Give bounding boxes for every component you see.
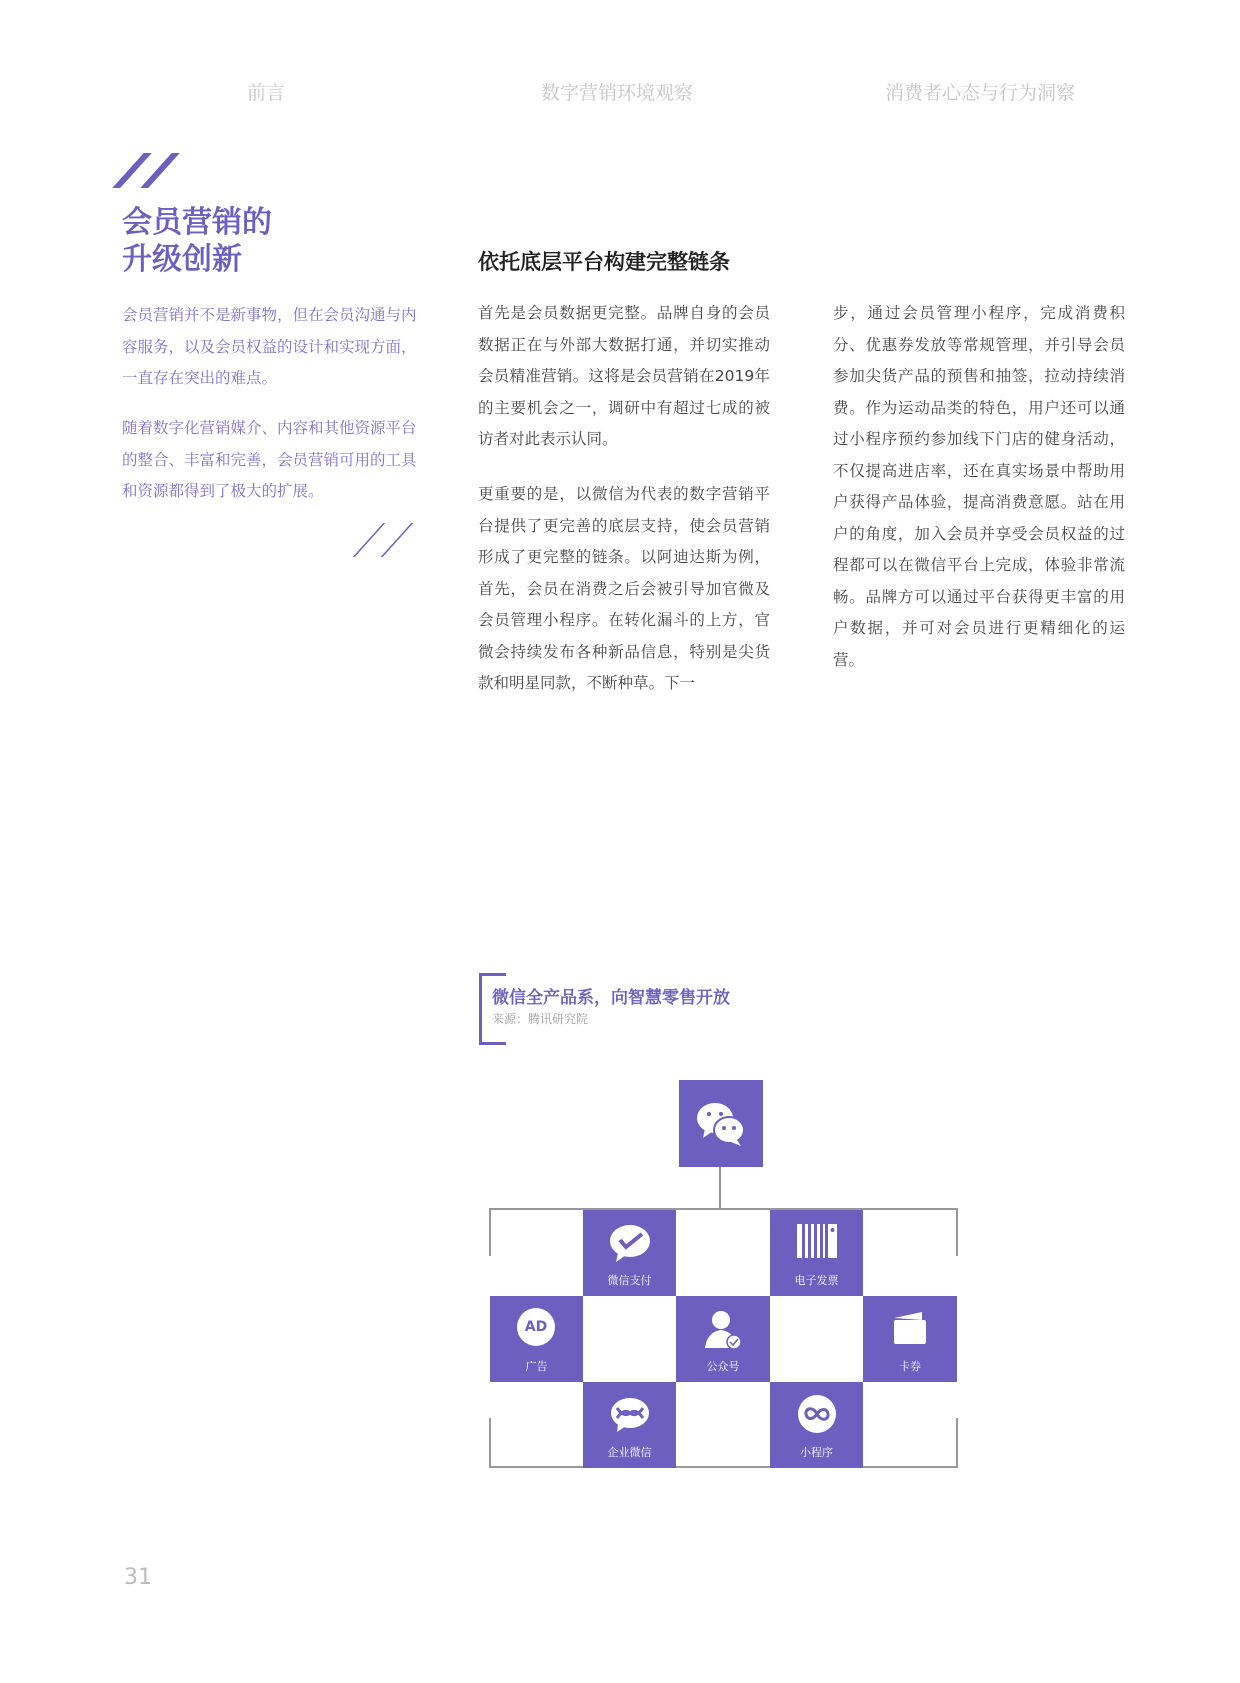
article-heading: 依托底层平台构建完整链条 xyxy=(478,250,730,274)
page-number: 31 xyxy=(124,1565,152,1590)
intro-paragraph-2: 随着数字化营销媒介、内容和其他资源平台的整合、丰富和完善，会员营销可用的工具和资源都得到了极大的扩展。 xyxy=(122,419,417,500)
article-paragraph-1: 首先是会员数据更完整。品牌自身的会员数据正在与外部大数据打通，并切实推动会员精准营销。这将是会员营销在2019年的主要机会之一，调研中有超过七成的被访者对此表示认同。 xyxy=(478,304,770,448)
intro-paragraph-1: 会员营销并不是新事物，但在会员沟通与内容服务，以及会员权益的设计和实现方面，一直存在突出的难点。 xyxy=(122,306,417,387)
wechat-pay-icon xyxy=(608,1222,652,1266)
article-paragraph-2: 更重要的是，以微信为代表的数字营销平台提供了更完善的底层支持，使会员营销形成了更完整的链条。以阿迪达斯为例，首先，会员在消费之后会被引导加官微及会员管理小程序。在转化漏斗的上方，官微会持续发布各种新品信息，特别是尖货款和明星同款，不断种草。下一 xyxy=(478,485,770,692)
wechat-pay-tile[interactable] xyxy=(583,1210,676,1296)
tile-label: 电子发票 xyxy=(794,1274,839,1287)
official-account-tile[interactable] xyxy=(676,1296,770,1382)
figure-source: 来源：腾讯研究院 xyxy=(492,1012,589,1026)
title-line-2: 升级创新 xyxy=(122,242,242,277)
article-paragraph-3: 步，通过会员管理小程序，完成消费积分、优惠券发放等常规管理，并引导会员参加尖货产品的预售和抽签，拉动持续消费。作为运动品类的特色，用户还可以通过小程序预约参加线下门店的健身活动，不仅提高进店率，还在真实场景中帮助用户获得产品体验，提高消费意愿。站在用户的角度，加入会员并享受会员权益的过程都可以在微信平台上完成，体验非常流畅。品牌方可以通过平台获得更丰富的用户数据，并可对会员进行更精细化的运营。 xyxy=(833,304,1125,669)
title-line-1: 会员营销的 xyxy=(122,205,272,240)
tile-label: 公众号 xyxy=(706,1360,740,1373)
nav-tab-consumer-insight[interactable]: 消费者心态与行为洞察 xyxy=(884,82,1076,104)
wework-tile[interactable] xyxy=(583,1382,676,1468)
ad-tile[interactable] xyxy=(490,1296,583,1382)
nav-tab-preface[interactable]: 前言 xyxy=(246,82,286,104)
wework-icon xyxy=(608,1394,652,1438)
tile-label: 微信支付 xyxy=(607,1274,652,1287)
tile-label: 卡券 xyxy=(899,1360,921,1373)
figure-title: 微信全产品系，向智慧零售开放 xyxy=(492,988,730,1008)
mini-program-tile[interactable] xyxy=(770,1382,863,1468)
section-title xyxy=(122,204,272,278)
wechat-tile[interactable] xyxy=(679,1080,763,1167)
e-invoice-tile[interactable] xyxy=(770,1210,863,1296)
card-icon xyxy=(888,1308,932,1348)
barcode-icon xyxy=(795,1222,839,1262)
tile-label: 广告 xyxy=(525,1360,548,1373)
card-coupon-tile[interactable] xyxy=(863,1296,957,1382)
ad-icon: AD xyxy=(517,1308,555,1346)
wechat-icon xyxy=(691,1094,751,1154)
mini-program-icon xyxy=(795,1394,839,1438)
nav-tab-digital-marketing[interactable]: 数字营销环境观察 xyxy=(540,82,694,104)
official-account-icon xyxy=(701,1308,745,1352)
tile-label: 企业微信 xyxy=(607,1446,652,1459)
tile-label: 小程序 xyxy=(800,1446,833,1459)
